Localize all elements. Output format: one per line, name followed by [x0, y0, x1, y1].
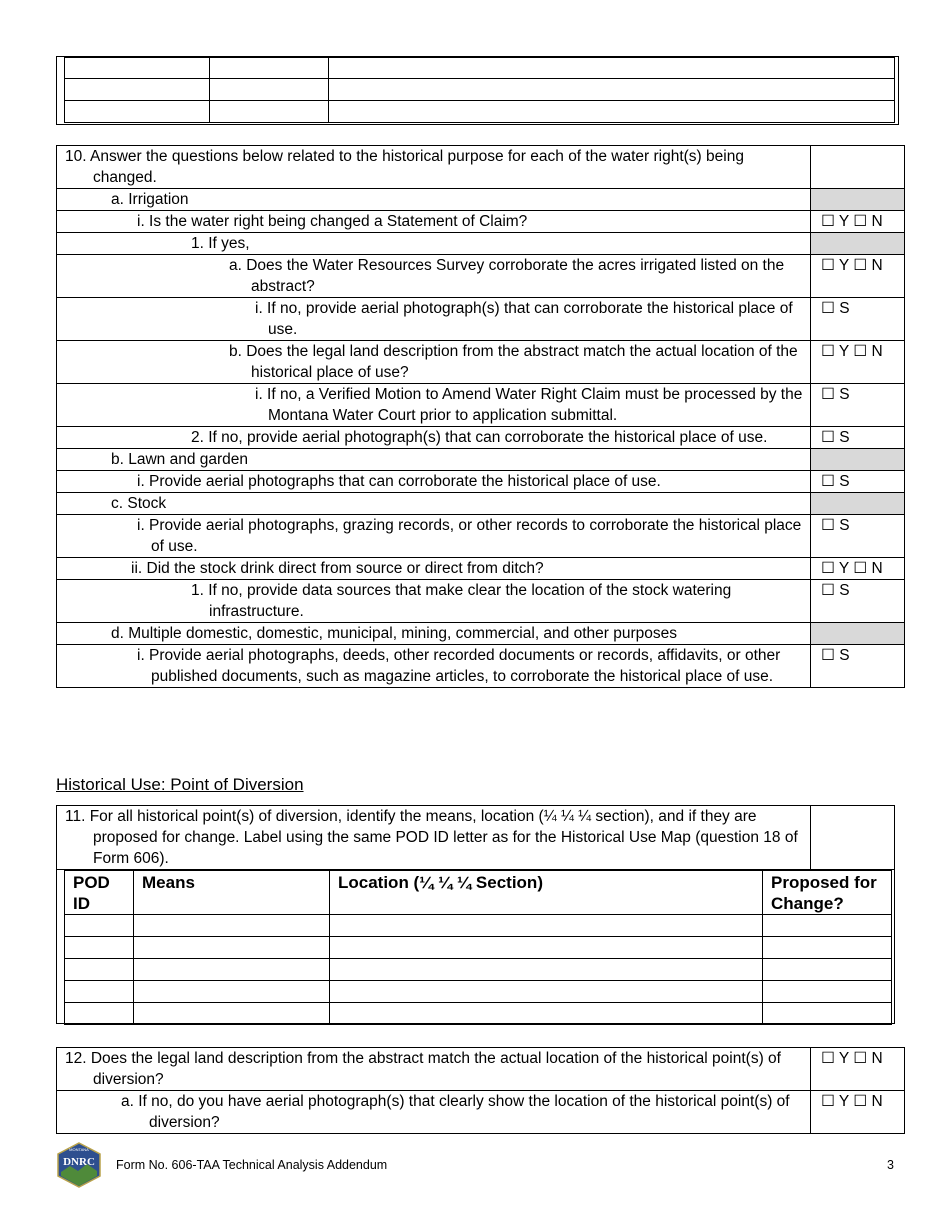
table-row [65, 1003, 892, 1025]
top-table [64, 57, 895, 123]
table-row [65, 915, 892, 937]
question-10-item-text: i. Provide aerial photographs, grazing records, or other records to corroborate the historical place of use. [137, 517, 802, 555]
location-header: Location (¼ ¼ ¼ Section) [330, 871, 763, 915]
question-10-item-checkbox[interactable]: ☐ Y ☐ N [811, 558, 905, 580]
table-row [57, 255, 905, 298]
question-10-item-text: i. If no, provide aerial photograph(s) that can corroborate the historical place of use. [255, 300, 793, 338]
pod-id-cell[interactable] [65, 1003, 134, 1025]
question-10-table [56, 145, 905, 688]
question-10-item-text: 1. If yes, [191, 235, 250, 252]
table-row [57, 341, 905, 384]
top-table-cell[interactable] [210, 79, 329, 101]
table-row [65, 937, 892, 959]
question-12a-text: a. If no, do you have aerial photograph(s) that clearly show the location of the historical point(s) of diversion? [121, 1093, 790, 1131]
proposed-cell[interactable] [763, 959, 892, 981]
question-10-item-text: ii. Did the stock drink direct from source or direct from ditch? [131, 560, 544, 577]
question-10-shaded-cell [811, 233, 905, 255]
top-table-cell[interactable] [329, 58, 895, 79]
question-10-item-checkbox[interactable]: ☐ S [811, 298, 905, 341]
pod-id-cell[interactable] [65, 937, 134, 959]
pod-id-cell[interactable] [65, 959, 134, 981]
question-10-shaded-cell [811, 449, 905, 471]
top-table-cell[interactable] [210, 58, 329, 79]
dnrc-logo [56, 1142, 102, 1188]
question-10-item-checkbox[interactable]: ☐ S [811, 427, 905, 449]
table-row [57, 449, 905, 471]
page-number: 3 [887, 1158, 894, 1172]
pod-id-cell[interactable] [65, 915, 134, 937]
question-10-answer-cell [811, 146, 905, 189]
question-10-item-checkbox[interactable]: ☐ S [811, 645, 905, 688]
question-10-item-checkbox[interactable]: ☐ Y ☐ N [811, 255, 905, 298]
table-row [57, 471, 905, 493]
top-table-cell[interactable] [65, 58, 210, 79]
location-cell[interactable] [330, 915, 763, 937]
question-10-item-checkbox[interactable]: ☐ S [811, 384, 905, 427]
question-10-item-text: c. Stock [111, 495, 167, 512]
means-cell[interactable] [134, 981, 330, 1003]
question-10-item-checkbox[interactable]: ☐ S [811, 515, 905, 558]
question-10-item-text: i. Provide aerial photographs that can corroborate the historical place of use. [137, 473, 661, 490]
question-10-item-text: a. Does the Water Resources Survey corroborate the acres irrigated listed on the abstract? [229, 257, 785, 295]
means-cell[interactable] [134, 959, 330, 981]
table-row [57, 493, 905, 515]
location-cell[interactable] [330, 1003, 763, 1025]
table-row [57, 515, 905, 558]
table-row [57, 427, 905, 449]
question-10-item-text: i. If no, a Verified Motion to Amend Water Right Claim must be processed by the Montana Water Court prior to application submittal. [255, 386, 803, 424]
top-table-cell[interactable] [65, 79, 210, 101]
question-12-text: 12. Does the legal land description from the abstract match the actual location of the historical point(s) of diversion? [65, 1050, 781, 1088]
proposed-cell[interactable] [763, 915, 892, 937]
question-10-item-checkbox[interactable]: ☐ Y ☐ N [811, 341, 905, 384]
question-10-item-text: 1. If no, provide data sources that make clear the location of the stock watering infrastructure. [191, 582, 732, 620]
table-row [57, 623, 905, 645]
proposed-cell[interactable] [763, 937, 892, 959]
top-table-cell[interactable] [210, 101, 329, 123]
location-cell[interactable] [330, 981, 763, 1003]
question-10-item-checkbox[interactable]: ☐ S [811, 580, 905, 623]
table-row [57, 580, 905, 623]
question-10-item-text: 2. If no, provide aerial photograph(s) that can corroborate the historical place of use. [191, 429, 768, 446]
footer-text: Form No. 606-TAA Technical Analysis Addendum [116, 1158, 388, 1172]
question-10-item-text: b. Lawn and garden [111, 451, 249, 468]
question-12-table [56, 1047, 905, 1134]
logo-state: MONTANA [69, 1147, 89, 1152]
question-10-item-text: i. Provide aerial photographs, deeds, other recorded documents or records, affidavits, or other published documents, such as magazine articles, to corroborate the historical place of use. [137, 647, 781, 685]
question-10-shaded-cell [811, 623, 905, 645]
proposed-header: Proposed for Change? [763, 871, 892, 915]
pod-table-header [65, 871, 892, 915]
means-cell[interactable] [134, 915, 330, 937]
means-cell[interactable] [134, 1003, 330, 1025]
table-row [57, 233, 905, 255]
question-10-item-checkbox[interactable]: ☐ S [811, 471, 905, 493]
question-11-answer-cell [811, 806, 895, 870]
question-10-shaded-cell [811, 493, 905, 515]
means-cell[interactable] [134, 937, 330, 959]
question-10-shaded-cell [811, 189, 905, 211]
section-title: Historical Use: Point of Diversion [56, 775, 304, 794]
means-header: Means [134, 871, 330, 915]
top-table-cell[interactable] [65, 101, 210, 123]
question-10-item-text: b. Does the legal land description from the abstract match the actual location of the historical place of use? [229, 343, 798, 381]
question-10-item-checkbox[interactable]: ☐ Y ☐ N [811, 211, 905, 233]
question-10-header-row [57, 146, 905, 189]
proposed-cell[interactable] [763, 1003, 892, 1025]
location-cell[interactable] [330, 959, 763, 981]
table-row [57, 645, 905, 688]
table-row [57, 189, 905, 211]
pod-id-cell[interactable] [65, 981, 134, 1003]
question-12-checkbox[interactable]: ☐ Y ☐ N [811, 1048, 905, 1091]
top-table-cell[interactable] [329, 101, 895, 123]
table-row [57, 558, 905, 580]
proposed-cell[interactable] [763, 981, 892, 1003]
question-10-item-text: a. Irrigation [111, 191, 189, 208]
table-row [57, 384, 905, 427]
logo-text: DNRC [63, 1156, 95, 1168]
question-11-text: 11. For all historical point(s) of diversion, identify the means, location (¼ ¼ ¼ section), and if they are proposed for change. Label using the same POD ID letter as for the Historical Use Map (question 18 of Form 606). [65, 808, 798, 867]
table-row [57, 211, 905, 233]
table-row [57, 298, 905, 341]
pod-id-header: POD ID [65, 871, 134, 915]
question-10-item-text: d. Multiple domestic, domestic, municipal, mining, commercial, and other purposes [111, 625, 677, 642]
location-cell[interactable] [330, 937, 763, 959]
question-10-item-text: i. Is the water right being changed a Statement of Claim? [137, 213, 528, 230]
table-row [65, 959, 892, 981]
question-10-text: 10. Answer the questions below related to the historical purpose for each of the water right(s) being changed. [65, 148, 744, 186]
question-12a-checkbox[interactable]: ☐ Y ☐ N [811, 1091, 905, 1134]
top-table-cell[interactable] [329, 79, 895, 101]
table-row [65, 981, 892, 1003]
pod-table [64, 870, 892, 1025]
